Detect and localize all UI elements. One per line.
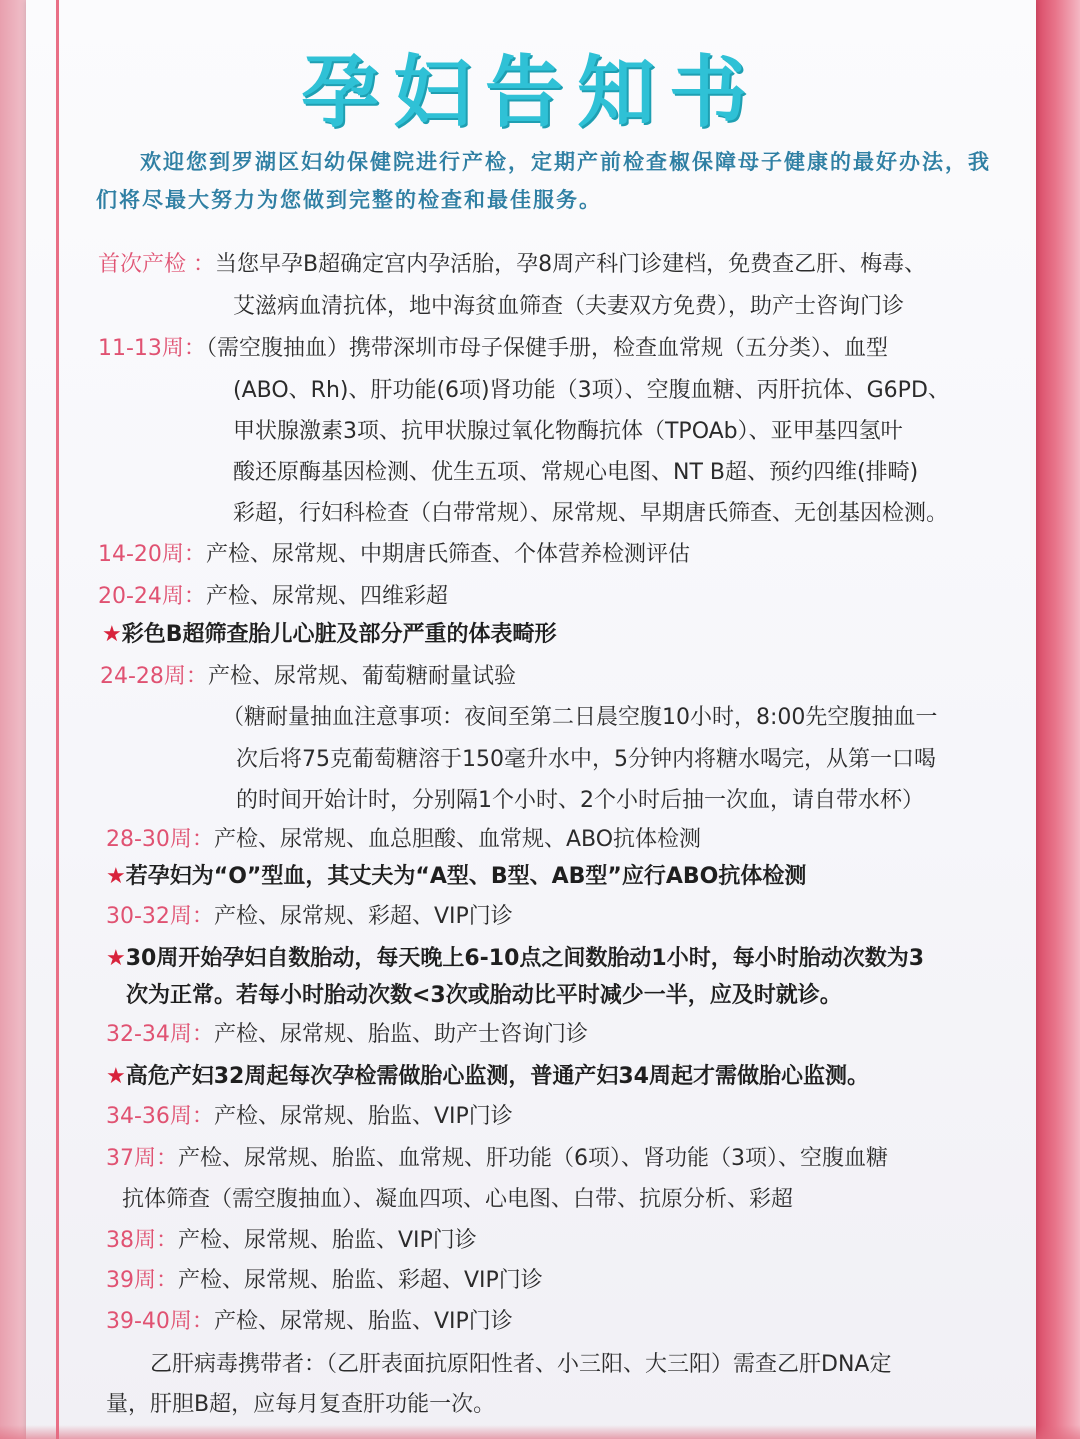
notice-poster: [26, 0, 1036, 1439]
period-text: 产检、尿常规、胎监、助产士咨询门诊: [213, 1022, 588, 1047]
schedule-11-13-cont4: 彩超，行妇科检查（白带常规）、尿常规、早期唐氏筛查、无创基因检测。: [233, 501, 949, 526]
star-icon: ★: [106, 1064, 126, 1089]
schedule-first-visit-cont: 艾滋病血清抗体，地中海贫血筛查（夫妻双方免费），助产士咨询门诊: [233, 294, 905, 319]
note-color-ultrasound: [102, 620, 557, 650]
page-title: 孕妇告知书: [300, 48, 761, 138]
period-label: 首次产检 ：: [98, 252, 215, 277]
period-text: 产检、尿常规、彩超、VIP门诊: [213, 904, 513, 929]
period-label: 14-20周：: [98, 542, 206, 567]
period-label: 32-34周：: [106, 1022, 214, 1047]
period-label: 20-24周：: [98, 584, 206, 609]
note-text: ★30周开始孕妇自数胎动，每天晚上6-10点之间数胎动1小时，每小时胎动次数为3: [106, 946, 925, 971]
period-text: 产检、尿常规、血总胆酸、血常规、ABO抗体检测: [213, 827, 702, 852]
period-label: 37周：: [106, 1146, 178, 1171]
period-text: 产检、尿常规、胎监、VIP门诊: [213, 1104, 513, 1129]
schedule-34-36: [106, 1102, 513, 1132]
hbv-note-2: 量，肝胆B超，应每月复查肝功能一次。: [106, 1392, 496, 1417]
period-label: 11-13周：: [98, 336, 206, 361]
note-text: ★若孕妇为“O”型血，其丈夫为“A型、B型、AB型”应行ABO抗体检测: [106, 864, 807, 889]
schedule-14-20: [98, 540, 690, 570]
schedule-32-34: [106, 1020, 588, 1050]
schedule-11-13-cont2: 甲状腺激素3项、抗甲状腺过氧化物酶抗体（TPOAb）、亚甲基四氢叶: [233, 419, 903, 444]
period-text: 产检、尿常规、胎监、血常规、肝功能（6项）、肾功能（3项）、空腹血糖: [178, 1146, 888, 1171]
left-decorative-rule: [56, 0, 59, 1439]
star-icon: ★: [102, 622, 122, 647]
schedule-11-13-cont1: (ABO、Rh)、肝功能(6项)肾功能（3项）、空腹血糖、丙肝抗体、G6PD、: [233, 378, 950, 403]
period-text: 产检、尿常规、胎监、VIP门诊: [213, 1309, 513, 1334]
note-text: ★彩色B超筛查胎儿心脏及部分严重的体表畸形: [102, 622, 557, 647]
schedule-11-13: [98, 334, 888, 364]
intro-paragraph: 欢迎您到罗湖区妇幼保健院进行产检，定期产前检查椒保障母子健康的最好办法，我们将尽最大努力为您做到完整的检查和最佳服务。: [96, 150, 991, 212]
period-label: 38周：: [106, 1228, 178, 1253]
note-fetal-heart: [106, 1062, 869, 1092]
note-fetal-movement-1: [106, 944, 924, 974]
period-label: 30-32周：: [106, 904, 214, 929]
ogtt-note-3: 的时间开始计时，分别隔1个小时、2个小时后抽一次血，请自带水杯）: [236, 788, 924, 813]
period-text: 产检、尿常规、胎监、彩超、VIP门诊: [178, 1268, 543, 1293]
period-text: 产检、尿常规、中期唐氏筛查、个体营养检测评估: [205, 542, 690, 567]
schedule-39: [106, 1266, 543, 1296]
schedule-30-32: [106, 902, 513, 932]
period-text: （需空腹抽血）携带深圳市母子保健手册，检查血常规（五分类）、血型: [205, 336, 888, 361]
period-label: 24-28周：: [100, 664, 208, 689]
schedule-37: [106, 1144, 888, 1174]
bottom-edge-shade: [0, 1425, 1080, 1439]
period-label: 39周：: [106, 1268, 178, 1293]
ogtt-note-1: （糖耐量抽血注意事项：夜间至第二日晨空腹10小时，8:00先空腹抽血一: [222, 705, 938, 730]
star-icon: ★: [106, 864, 126, 889]
hbv-note-1: 乙肝病毒携带者：（乙肝表面抗原阳性者、小三阳、大三阳）需查乙肝DNA定: [150, 1352, 892, 1377]
schedule-11-13-cont3: 酸还原酶基因检测、优生五项、常规心电图、NT B超、预约四维(排畸): [233, 460, 919, 485]
period-text: 产检、尿常规、胎监、VIP门诊: [178, 1228, 477, 1253]
period-label: 28-30周：: [106, 827, 214, 852]
schedule-38: [106, 1226, 477, 1256]
schedule-39-40: [106, 1307, 513, 1337]
schedule-24-28: [100, 662, 516, 692]
star-icon: ★: [106, 946, 126, 971]
schedule-28-30: [106, 825, 701, 855]
note-fetal-movement-2: 次为正常。若每小时胎动次数<3次或胎动比平时减少一半，应及时就诊。: [126, 983, 842, 1008]
schedule-20-24: [98, 582, 448, 612]
ogtt-note-2: 次后将75克葡萄糖溶于150毫升水中，5分钟内将糖水喝完，从第一口喝: [236, 747, 936, 772]
schedule-first-visit: [98, 250, 926, 280]
note-abo: [106, 862, 806, 892]
period-text: 产检、尿常规、葡萄糖耐量试验: [207, 664, 516, 689]
period-label: 34-36周：: [106, 1104, 214, 1129]
schedule-37-cont: 抗体筛查（需空腹抽血）、凝血四项、心电图、白带、抗原分析、彩超: [122, 1187, 794, 1212]
note-text: ★高危产妇32周起每次孕检需做胎心监测，普通产妇34周起才需做胎心监测。: [106, 1064, 869, 1089]
period-text: 产检、尿常规、四维彩超: [205, 584, 448, 609]
period-text: 当您早孕B超确定宫内孕活胎，孕8周产科门诊建档，免费查乙肝、梅毒、: [215, 252, 927, 277]
right-pink-border: [1036, 0, 1080, 1439]
period-label: 39-40周：: [106, 1309, 214, 1334]
